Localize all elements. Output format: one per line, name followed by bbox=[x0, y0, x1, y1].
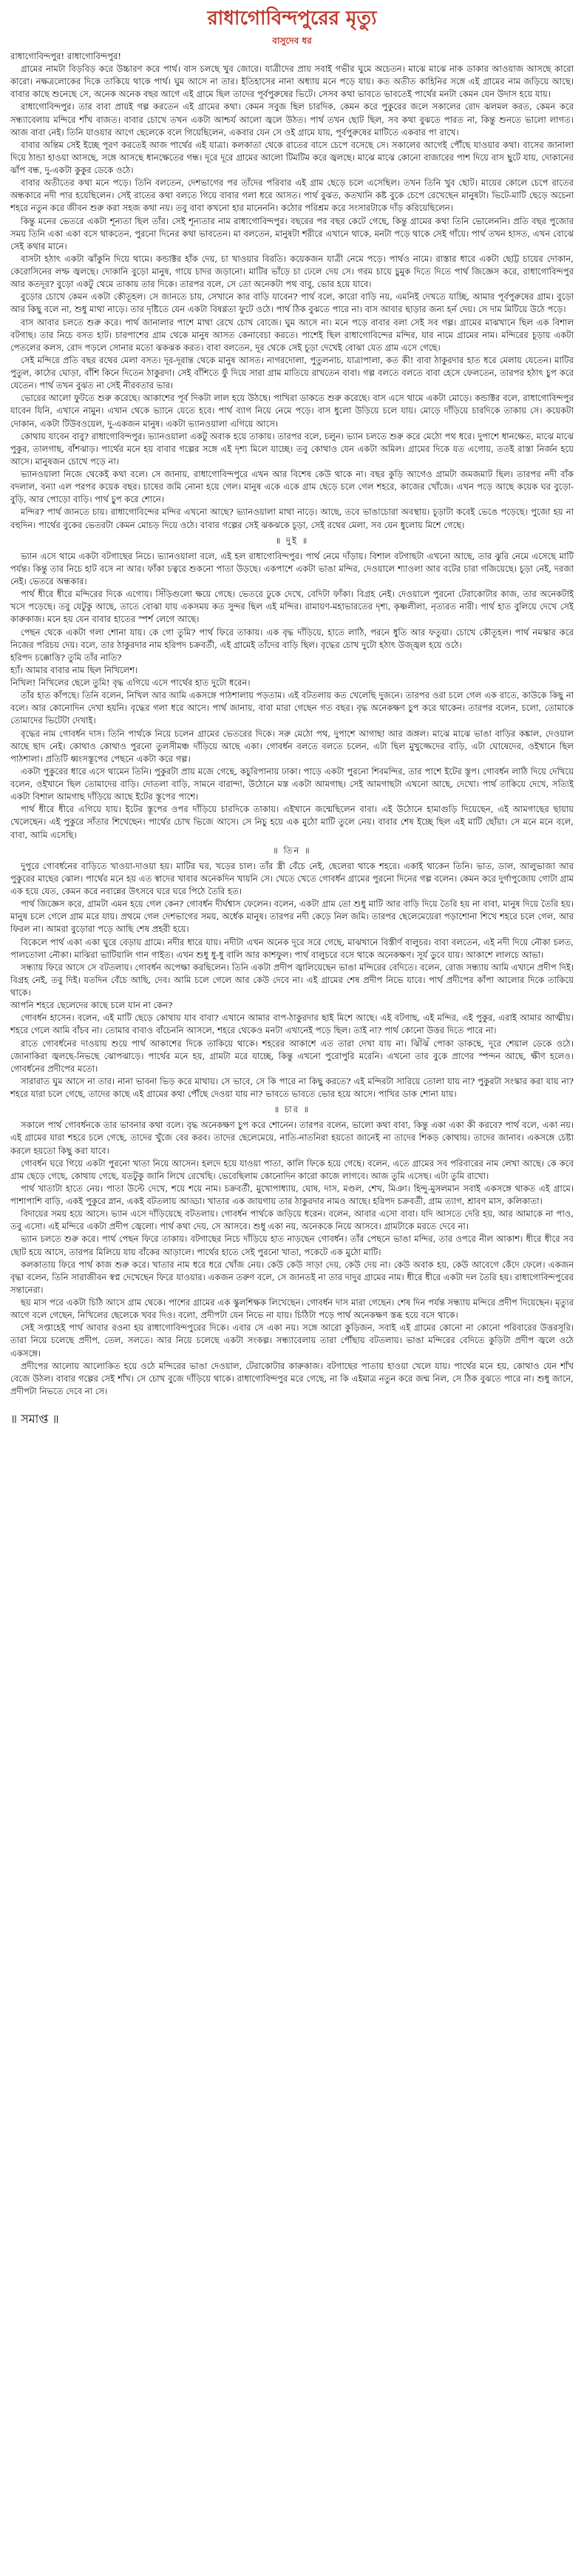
story-paragraph: প্রদীপের আলোয় আলোকিত হয়ে ওঠে মন্দিরের ভাঙা দেওয়াল, টেরাকোটার কারুকাজ। বটগাছের পাতায় হাওয়া খেলে যায়। পার্থের মনে হয়, কোথাও যেন শাঁখ বেজে উঠল। বাবার গল্পের সেই শাঁখ। সে চোখ বুজে দাঁড়িয়ে থাকে। রাধাগোবিন্দপুর মরে গেছে, না কি এইমাত্র নতুন করে জন্ম নিল, সে ঠিক বুঝতে পারে না। শুধু জানে, প্রদীপটা নিভতে দেবে না সে। bbox=[10, 1360, 574, 1396]
story-paragraph: পার্থ ধীরে ধীরে মন্দিরের দিকে এগোয়। সিঁড়িগুলো ক্ষয়ে গেছে। ভেতরে ঢুকে দেখে, বেদিটা ফাঁকা। বিগ্রহ নেই। দেওয়ালে পুরনো টেরাকোটার কাজ, তার অনেকটাই খসে পড়েছে। তবু যেটুকু আছে, তাতে বোঝা যায় একসময় কত সুন্দর ছিল এই মন্দির। রামায়ণ-মহাভারতের দৃশ্য, কৃষ্ণলীলা, নৃত্যরত নারী। পার্থ হাত বুলিয়ে দেখে সেই কারুকাজ। মনে হয় যেন বাবার হাতের স্পর্শ লেগে আছে। bbox=[10, 589, 574, 625]
section-separator: ॥ তিন ॥ bbox=[273, 845, 311, 856]
dialogue-line: নিখিল! নিখিলের ছেলে তুমি! বৃদ্ধ এগিয়ে এসে পার্থের হাত দুটো ধরেন। bbox=[10, 677, 251, 689]
story-paragraph: কিন্তু মনের ভেতরে একটা শূন্যতা ছিল তাঁর। সেই শূন্যতার নাম রাধাগোবিন্দপুর। বছরের পর বছর কেটে গেছে, কিন্তু গ্রামের কথা তিনি ভোলেননি। প্রতি বছর পুজোর সময় তিনি একা একা বসে থাকতেন, পুরনো দিনের কথা ভাবতেন। মা বলতেন, মানুষটা শরীরে এখানে থাকে, মনটা পড়ে থাকে সেই গাঁয়ে। পার্থ তখন হাসত, এখন বোঝে সেই কথার মানে। bbox=[10, 215, 574, 251]
story-end-mark: ॥ সমাপ্ত ॥ bbox=[10, 1412, 59, 1427]
story-author: বাসুদেব ধর bbox=[272, 36, 312, 47]
story-paragraph: ভ্যান চলতে শুরু করে। পার্থ পেছন ফিরে তাকায়। বটগাছের নিচে দাঁড়িয়ে হাত নাড়ছেন গোবর্ধন। তাঁর পেছনে ভাঙা মন্দির, তার ওপরে নীল আকাশ। ধীরে ধীরে সব ছোট হয়ে আসে, তারপর মিলিয়ে যায় বাঁকের আড়ালে। পার্থের হাতে সেই পুরনো খাতা, পকেটে এক মুঠো মাটি। bbox=[10, 1234, 574, 1257]
dialogue-line: হ্যাঁ। আমার বাবার নাম ছিল নিখিলেশ। bbox=[10, 664, 138, 675]
story-paragraph: কলকাতায় ফিরে পার্থ কাজ শুরু করে। খাতার নাম ধরে ধরে খোঁজ নেয়। কেউ কেউ সাড়া দেয়, কেউ দেয় না। কেউ অবাক হয়, কেউ আবেগে কেঁদে ফেলে। একজন বৃদ্ধা বলেন, তিনি সারাজীবন স্বপ্ন দেখেছেন ফিরে যাওয়ার। একজন তরুণ বলে, সে জানতই না তার দাদুর গ্রামের নাম। ধীরে ধীরে একটা দল তৈরি হয়। রাধাগোবিন্দপুরের সন্তানেরা। bbox=[10, 1259, 574, 1295]
story-paragraph: বৃদ্ধের নাম গোবর্ধন দাস। তিনি পার্থকে নিয়ে চলেন গ্রামের ভেতরের দিকে। সরু মেঠো পথ, দুপাশে আগাছা আর জঙ্গল। মাঝে মাঝে ভাঙা বাড়ির কঙ্কাল, দেওয়াল আছে ছাদ নেই। কোথাও কোথাও পুরনো তুলসীমঞ্চ দাঁড়িয়ে আছে একা। গোবর্ধন বলতে বলতে চলেন, এটা ছিল মুখুজ্জেদের বাড়ি, এটা ঘোষেদের, ওইখানে ছিল পাঠশালা। প্রতিটি ধ্বংসস্তূপের পেছনে একটা করে গল্প। bbox=[10, 728, 574, 764]
story-paragraph: গ্রামের নামটা বিড়বিড় করে উচ্চারণ করে পার্থ। বাস চলছে খুব জোরে। যাত্রীদের প্রায় সবাই গভীর ঘুমে অচেতন। মাঝে মাঝে নাক ডাকার আওয়াজ আসছে কারো কারো। নক্ষত্রলোকের দিকে তাকিয়ে থাকে পার্থ। ঘুম আসে না তার। ইতিহাসের নানা অধ্যায় মনে পড়ে যায়। কত অতীত কাহিনির সঙ্গে এই গ্রামের নাম জড়িয়ে আছে। বাবার কাছে শুনেছে সে, অনেক অনেক বছর আগে এই গ্রামে ছিল তাদের পূর্বপুরুষের ভিটে। সেসব কথা ভাবতে ভাবতেই পার্থের মনটা কেমন যেন উদাস হয়ে যায়। bbox=[10, 64, 574, 100]
story-paragraph: মন্দির? পার্থ জানতে চায়। রাধাগোবিন্দের মন্দির এখনো আছে? ভ্যানওয়ালা মাথা নাড়ে। আছে, তবে ভাঙাচোরা অবস্থায়। চূড়াটা কবেই ভেঙে পড়েছে। পুজো হয় না বহুদিন। পার্থের বুকের ভেতরটা কেমন মোচড় দিয়ে ওঠে। বাবার গল্পের সেই ঝকঝকে চূড়া, সেই রথের মেলা, সব যেন ধুলোয় মিশে গেছে। bbox=[10, 507, 574, 530]
story-paragraph: বিদায়ের সময় হয়ে আসে। ভ্যান এসে দাঁড়িয়েছে বটতলায়। গোবর্ধন পার্থকে জড়িয়ে ধরেন। বলেন, আবার এসো বাবা। যদি আসতে দেরি হয়, আর আমাকে না পাও, তবু এসো। এই মন্দিরে একটা প্রদীপ জ্বেলো। পার্থ কথা দেয়, সে আসবে। শুধু একা নয়, অনেককে নিয়ে আসবে। গ্রামটাকে মরতে দেবে না। bbox=[10, 1208, 574, 1232]
story-paragraph: রাধাগোবিন্দপুর। তার বাবা প্রায়ই গল্প করতেন এই গ্রামের কথা। কেমন সবুজ ছিল চারদিক, কেমন করে পুকুরের জলে সকালের রোদ ঝলমল করত, কেমন করে সন্ধ্যাবেলায় মন্দিরে শাঁখ বাজত। বাবার চোখে তখন একটা আশ্চর্য আলো জ্বলে উঠত। পার্থ তখন ছোট ছিল, সব কথা বুঝতে পারত না, কিন্তু শুনতে ভালো লাগত। আজ বাবা নেই। তিনি যাওয়ার আগে ছেলেকে বলে গিয়েছিলেন, একবার যেন সে ওই গ্রামে যায়, পূর্বপুরুষের মাটিতে একবার পা রাখে। bbox=[10, 101, 574, 138]
story-paragraph: পেছন থেকে একটা গলা শোনা যায়। কে গো তুমি? পার্থ ফিরে তাকায়। এক বৃদ্ধ দাঁড়িয়ে, হাতে লাঠি, পরনে ধুতি আর ফতুয়া। চোখে কৌতূহল। পার্থ নমস্কার করে নিজের পরিচয় দেয়। বলে, তার ঠাকুরদার নাম হরিপদ চক্রবর্তী, এই গ্রামেই তাঁদের বাড়ি ছিল। বৃদ্ধের চোখ দুটো হঠাৎ উজ্জ্বল হয়ে ওঠে। bbox=[10, 626, 574, 650]
story-paragraph: বাবার অন্তিম সেই ইচ্ছে পূরণ করতেই আজ পার্থের এই যাত্রা। কলকাতা থেকে রাতের বাসে চেপে বসেছে সে। সকালের আগেই পৌঁছে যাওয়ার কথা। বাসের জানালা দিয়ে ঠান্ডা হাওয়া আসছে, সঙ্গে আসছে ধানক্ষেতের গন্ধ। দূরে দূরে গ্রামের আলো টিমটিম করে জ্বলছে। মাঝে মাঝে কোনো বাজারের পাশ দিয়ে বাস ছুটে যায়, দোকানের ঝাঁপ বন্ধ, দু-একটা কুকুর ডেকে ওঠে। bbox=[10, 139, 574, 176]
story-paragraph: সারারাত ঘুম আসে না তার। নানা ভাবনা ভিড় করে মাথায়। সে ভাবে, সে কি পারে না কিছু করতে? এই মন্দিরটা সারিয়ে তোলা যায় না? পুকুরটা সংস্কার করা যায় না? শহরে যারা চলে গেছে, তাদের কাছে এই গ্রামের কথা পৌঁছে দেওয়া যায় না? ভাবতে ভাবতে ভোর হয়ে আসে। পাখির ডাক শোনা যায়। bbox=[10, 1075, 574, 1100]
story-paragraph: বুড়োর চোখে কেমন একটা কৌতূহল। সে জানতে চায়, সেখানে কার বাড়ি যাবেন? পার্থ বলে, কারো বাড়ি নয়, এমনিই দেখতে যাচ্ছি, আমার পূর্বপুরুষের গ্রাম। বুড়ো আর কিছু বলে না, শুধু মাথা নাড়ে। তার দৃষ্টিতে যেন একটা বিষণ্ণতা ফুটে ওঠে। পার্থ ঠিক বুঝতে পারে না। বাস আবার ছাড়ার জন্য হর্ন দেয়। সে দাম মিটিয়ে উঠে পড়ে। bbox=[10, 291, 574, 315]
story-paragraph: রাতে গোবর্ধনের দাওয়ায় শুয়ে পার্থ আকাশের দিকে তাকিয়ে থাকে। শহরের আকাশে এত তারা দেখা যায় না। ঝিঁঝিঁ পোকা ডাকছে, দূরে শেয়াল ডেকে ওঠে। জোনাকিরা জ্বলছে-নিভছে ঝোপঝাড়ে। পার্থের মনে হয়, গ্রামটা মরে যাচ্ছে, কিন্তু এখনো পুরোপুরি মরেনি। এখনো তার বুকে প্রাণের স্পন্দন আছে, ক্ষীণ হলেও। গোবর্ধনের প্রদীপের মতো। bbox=[10, 1038, 574, 1074]
story-paragraph: সেই সপ্তাহেই পার্থ আবার রওনা হয় রাধাগোবিন্দপুরের দিকে। এবার সে একা নয়। সঙ্গে আরো কুড়িজন, সবাই এই গ্রামের কোনো না কোনো পরিবারের উত্তরসূরি। তারা নিয়ে চলেছে প্রদীপ, তেল, সলতে। আর নিয়ে চলেছে একটা সংকল্প। সন্ধ্যাবেলায় তারা পৌঁছায় বটতলায়। ভাঙা মন্দিরের বেদিতে কুড়িটা প্রদীপ জ্বলে ওঠে একসঙ্গে। bbox=[10, 1322, 574, 1359]
story-paragraph: বাস আবার চলতে শুরু করে। পার্থ জানালার পাশে মাথা রেখে চোখ বোজে। ঘুম আসে না। মনে পড়ে বাবার বলা সেই সব গল্প। গ্রামের মাঝখানে ছিল এক বিশাল বটগাছ। তার নিচে বসত হাট। চারপাশের গ্রাম থেকে মানুষ আসত কেনাবেচা করতে। পাশেই ছিল রাধাগোবিন্দের মন্দির, যার নামে গ্রামের নাম। মন্দিরের চূড়ায় একটা পেতলের কলস, রোদ পড়লে সোনার মতো ঝকঝক করত। বাবা বলতেন, দূর থেকে সেই চূড়া দেখেই বোঝা যেত গ্রাম এসে গেছে। bbox=[10, 317, 574, 353]
dialogue-line: রাধাগোবিন্দপুর! রাধাগোবিন্দপুর! bbox=[10, 50, 122, 61]
story-paragraph: সন্ধ্যায় ফিরে আসে সে বটতলায়। গোবর্ধন অপেক্ষা করছিলেন। তিনি একটা প্রদীপ জ্বালিয়েছেন ভাঙা মন্দিরের বেদিতে। বলেন, রোজ সন্ধ্যায় আমি এখানে প্রদীপ দিই। বিগ্রহ নেই, তবু দিই। যতদিন বেঁচে আছি, দেব। আমি চলে গেলে আর কেউ দেবে না। এই গ্রামের শেষ প্রদীপ নিভে যাবে। পার্থ প্রদীপের কাঁপা আলোর দিকে তাকিয়ে থাকে। bbox=[10, 961, 574, 998]
story-paragraph: সকালে পার্থ গোবর্ধনকে তার ভাবনার কথা বলে। বৃদ্ধ অনেকক্ষণ চুপ করে শোনেন। তারপর বলেন, ভালো কথা বাবা, কিন্তু একা একা কী করবে? পার্থ বলে, একা নয়। এই গ্রামের যারা শহরে চলে গেছে, তাদের খুঁজে বের করব। তাদের ছেলেমেয়ে, নাতি-নাতনিরা হয়তো জানেই না তাদের শিকড় কোথায়। তাদের জানাব। একসঙ্গে চেষ্টা করলে হয়তো কিছু করা যাবে। bbox=[10, 1120, 574, 1156]
story-body bbox=[10, 50, 574, 1398]
story-paragraph: বাসটা হঠাৎ একটা ঝাঁকুনি দিয়ে থামে। কন্ডাক্টর হাঁক দেয়, চা খাওয়ার বিরতি। কয়েকজন যাত্রী নেমে পড়ে। পার্থও নামে। রাস্তার ধারে একটা ছোট্ট চায়ের দোকান, কেরোসিনের লম্ফ জ্বলছে। দোকানি বুড়ো মানুষ, গায়ে চাদর জড়ানো। মাটির ভাঁড়ে চা ঢেলে দেয় সে। গরম চায়ে চুমুক দিতে দিতে পার্থ জিজ্ঞেস করে, রাধাগোবিন্দপুর আর কতদূর? বুড়ো একটু থেমে তাকায় তার দিকে। তারপর বলে, সে তো অনেকটা পথ বাবু, ভোর হয়ে যাবে। bbox=[10, 253, 574, 290]
story-paragraph: পার্থ ধীরে ধীরে এগিয়ে যায়। ইটের স্তূপের ওপর দাঁড়িয়ে চারদিকে তাকায়। এইখানে জন্মেছিলেন বাবা। এই উঠোনে হামাগুড়ি দিয়েছেন, এই আমগাছের ছায়ায় খেলেছেন। এই পুকুরে সাঁতার শিখেছেন। পার্থের চোখ ভিজে আসে। সে নিচু হয়ে এক মুঠো মাটি তুলে নেয়। বাবার শেষ ইচ্ছে ছিল এই মাটি ছোঁয়া। সে মনে মনে বলে, বাবা, আমি এসেছি। bbox=[10, 804, 574, 840]
section-separator: ॥ দুই ॥ bbox=[275, 535, 309, 546]
story-paragraph: তাঁর হাত কাঁপছে। তিনি বলেন, নিখিল আর আমি একসঙ্গে পাঠশালায় পড়তাম। এই বটতলায় কত খেলেছি দুজনে। তারপর ওরা চলে গেল এক রাতে, কাউকে কিছু না বলে। আর কোনোদিন দেখা হয়নি। বৃদ্ধের গলা ধরে আসে। পার্থ জানায়, বাবা মারা গেছেন গত বছর। বৃদ্ধ অনেকক্ষণ চুপ করে থাকেন। তারপর বলেন, চলো, তোমাকে তোমাদের ভিটেটা দেখাই। bbox=[10, 690, 574, 726]
story-paragraph: ভ্যানওয়ালা নিজে থেকেই কথা বলে। সে জানায়, রাধাগোবিন্দপুরে এখন আর বিশেষ কেউ থাকে না। বছর কুড়ি আগেও গ্রামটা জমজমাট ছিল। তারপর নদী বাঁক বদলাল, বন্যা এল পরপর কয়েক বছর। চাষের জমি নোনা হয়ে গেল। মানুষ একে একে গ্রাম ছেড়ে চলে গেল শহরে, কাজের খোঁজে। এখন পড়ে আছে কয়েক ঘর বুড়ো-বুড়ি, আর পোড়ো বাড়ি। পার্থ চুপ করে শোনে। bbox=[10, 469, 574, 505]
story-paragraph: পার্থ জিজ্ঞেস করে, গ্রামটা এমন হয়ে গেল কেন? গোবর্ধন দীর্ঘশ্বাস ফেলেন। বলেন, একটা গ্রাম তো শুধু মাটি আর বাড়ি দিয়ে তৈরি হয় না বাবা, মানুষ দিয়ে তৈরি হয়। মানুষ চলে গেলে গ্রাম মরে যায়। প্রথমে গেল দেশভাগের সময়, অর্ধেক মানুষ। তারপর নদী কেড়ে নিল জমি। তারপর ছেলেমেয়েরা পড়াশোনা শিখে শহরে চলে গেল, আর ফিরল না। আমরা বুড়োরা পড়ে আছি শেষ প্রহরী হয়ে। bbox=[10, 899, 574, 935]
story-paragraph: গোবর্ধন হাসেন। বলেন, এই মাটি ছেড়ে কোথায় যাব বাবা? এখানে আমার বাপ-ঠাকুরদার ছাই মিশে আছে। এই বটগাছ, এই মন্দির, এই পুকুর, এরাই আমার আত্মীয়। শহরে গেলে আমি বাঁচব না। তোমার বাবাও বাঁচেননি আসলে, শহরে থেকেও মনটা এখানেই পড়ে ছিল। তাই না? পার্থ কোনো উত্তর দিতে পারে না। bbox=[10, 1013, 574, 1036]
story-paragraph: গোবর্ধন ঘরে গিয়ে একটা পুরনো খাতা নিয়ে আসেন। হলদে হয়ে যাওয়া পাতা, কালি ফিকে হয়ে গেছে। বলেন, এতে গ্রামের সব পরিবারের নাম লেখা আছে। কে কবে গ্রাম ছেড়ে গেছে, কোথায় গেছে, যতটুকু জানি লিখে রেখেছি। ভেবেছিলাম কোনোদিন কারো কাজে লাগবে। আজ তুমি এসেছ। এটা তুমি রাখো। bbox=[10, 1157, 574, 1181]
story-paragraph: ভোরের আলো ফুটতে শুরু করেছে। আকাশের পূর্ব দিকটা লাল হয়ে উঠছে। পাখিরা ডাকতে শুরু করেছে। বাস এসে থামে একটা মোড়ে। কন্ডাক্টর বলে, রাধাগোবিন্দপুর যাবেন যিনি, এখানে নামুন। এখান থেকে ভ্যানে যেতে হবে। পার্থ ব্যাগ নিয়ে নেমে পড়ে। বাস ধুলো উড়িয়ে চলে যায়। মোড়ে দাঁড়িয়ে চারদিকে তাকায় সে। কয়েকটা দোকান, একটা টিউবওয়েল, দু-একজন মানুষ। একটা ভ্যানওয়ালা এগিয়ে আসে। bbox=[10, 393, 574, 429]
story-paragraph: বাবার অতীতের কথা মনে পড়ে। তিনি বলতেন, দেশভাগের পর তাঁদের পরিবার এই গ্রাম ছেড়ে চলে এসেছিল। তখন তিনি খুব ছোট। মায়ের কোলে চেপে রাতের অন্ধকারে নদী পার হয়েছিলেন। সেই রাতের কথা বলতে গিয়ে বাবার গলা ধরে আসত। পার্থ বুঝত, কতখানি কষ্ট বুকে চেপে রেখেছেন মানুষটা। ভিটে-মাটি ছেড়ে অচেনা শহরে নতুন করে জীবন শুরু করা সহজ কথা নয়। তবু বাবা কখনো হার মানেননি। কঠোর পরিশ্রম করে সংসারটাকে দাঁড় করিয়েছিলেন। bbox=[10, 178, 574, 214]
section-separator: ॥ চার ॥ bbox=[274, 1104, 310, 1115]
story-paragraph: পার্থ খাতাটা হাতে নেয়। পাতা উল্টে দেখে, শয়ে শয়ে নাম। চক্রবর্তী, মুখোপাধ্যায়, ঘোষ, দাস, মণ্ডল, শেখ, মিঞা। হিন্দু-মুসলমান সবাই একসঙ্গে থাকত এই গ্রামে। পাশাপাশি বাড়ি, একই পুকুরে স্নান, একই বটতলায় আড্ডা। খাতার এক জায়গায় তার ঠাকুরদার নামও আছে। হরিপদ চক্রবর্তী, গ্রাম ত্যাগ, শ্রাবণ মাস, কলিকাতা। bbox=[10, 1183, 574, 1207]
dialogue-line: হরিপদ চক্কোত্তি? তুমি তাঁর নাতি? bbox=[10, 652, 122, 663]
story-title: রাধাগোবিন্দপুরের মৃত্যু bbox=[207, 7, 377, 30]
story-paragraph: একটা পুকুরের ধারে এসে থামেন তিনি। পুকুরটা প্রায় মজে গেছে, কচুরিপানায় ঢাকা। পাড়ে একটা পুরনো শিবমন্দির, তার পাশে ইটের স্তূপ। গোবর্ধন লাঠি দিয়ে দেখিয়ে বলেন, ওইখানে ছিল তোমাদের বাড়ি। দোতলা বাড়ি, সামনে বারান্দা, উঠোনে মস্ত একটা আমগাছ। সেই আমগাছটা এখনো আছে, দেখো। পার্থ তাকিয়ে দেখে, সত্যিই একটা বিশাল আমগাছ দাঁড়িয়ে আছে ইটের স্তূপের পাশে। bbox=[10, 765, 574, 802]
dialogue-line: আপনি শহরে ছেলেদের কাছে চলে যান না কেন? bbox=[10, 1000, 173, 1011]
story-paragraph: দুপুরে গোবর্ধনের বাড়িতে খাওয়া-দাওয়া হয়। মাটির ঘর, খড়ের চাল। তাঁর স্ত্রী বেঁচে নেই, ছেলেরা থাকে শহরে। একাই থাকেন তিনি। ভাত, ডাল, আলুভাজা আর পুকুরের মাছের ঝোল। পার্থের মনে হয় এত স্বাদের খাবার অনেকদিন খায়নি সে। খেতে খেতে গোবর্ধন গ্রামের পুরনো দিনের গল্প বলেন। কেমন করে দুর্গাপুজোয় গোটা গ্রাম এক হয়ে যেত, কেমন করে নবান্নের উৎসবে ঘরে ঘরে পিঠে তৈরি হত। bbox=[10, 860, 574, 897]
story-paragraph: ভ্যান এসে থামে একটা বটগাছের নিচে। ভ্যানওয়ালা বলে, এই হল রাধাগোবিন্দপুর। পার্থ নেমে দাঁড়ায়। বিশাল বটগাছটা এখনো আছে, তার ঝুরি নেমে এসেছে মাটি পর্যন্ত। কিন্তু তার নিচে হাট বসে না আর। ফাঁকা চত্বরে শুকনো পাতা উড়ছে। একপাশে একটা ভাঙা মন্দির, দেওয়ালে শ্যাওলা আর বটের চারা গজিয়েছে। চূড়া নেই, দরজা নেই। ভেতরে অন্ধকার। bbox=[10, 550, 574, 587]
story-paragraph: কোথায় যাবেন বাবু? রাধাগোবিন্দপুর। ভ্যানওয়ালা একটু অবাক হয়ে তাকায়। তারপর বলে, চলুন। ভ্যান চলতে শুরু করে মেঠো পথ ধরে। দুপাশে ধানক্ষেত, মাঝে মাঝে পুকুর, তালগাছ, বাঁশঝাড়। পার্থের মনে হয় বাবার গল্পের সঙ্গে এই দৃশ্য মিলে যাচ্ছে। তবু কোথাও যেন একটা অমিল। গ্রামের দিকে যত এগোয়, ততই রাস্তা নির্জন হয়ে আসে। মানুষজন চোখে পড়ে না। bbox=[10, 430, 574, 467]
story-paragraph: ছয় মাস পরে একটা চিঠি আসে গ্রাম থেকে। পাশের গ্রামের এক স্কুলশিক্ষক লিখেছেন। গোবর্ধন দাস মারা গেছেন। শেষ দিন পর্যন্ত সন্ধ্যায় মন্দিরে প্রদীপ দিয়েছেন। মৃত্যুর আগে বলে গেছেন, নিখিলের ছেলেকে খবর দিও। বলো, প্রদীপটা যেন নিভে না যায়। চিঠিটা পড়ে পার্থ অনেকক্ষণ স্তব্ধ হয়ে বসে থাকে। bbox=[10, 1297, 574, 1321]
story-paragraph: সেই মন্দিরে প্রতি বছর রথের মেলা বসত। দূর-দূরান্ত থেকে মানুষ আসত। নাগরদোলা, পুতুলনাচ, যাত্রাপালা, কত কী! বাবা ঠাকুরদার হাত ধরে মেলায় যেতেন। মাটির পুতুল, কাঠের ঘোড়া, বাঁশি কিনে দিতেন ঠাকুরদা। সেই বাঁশিতে ফুঁ দিয়ে সারা গ্রাম মাতিয়ে রাখতেন বাবা। গল্প বলতে বলতে বাবা হেসে ফেলতেন, তারপর হঠাৎ চুপ করে যেতেন। পার্থ তখন বুঝত না সেই নীরবতার ভার। bbox=[10, 354, 574, 391]
story-paragraph: বিকেলে পার্থ একা একা ঘুরে বেড়ায় গ্রামে। নদীর ধারে যায়। নদীটা এখন অনেক দূরে সরে গেছে, মাঝখানে বিস্তীর্ণ বালুচর। বাবা বলতেন, এই নদী দিয়ে নৌকা চলত, পালতোলা নৌকা। মাঝিরা ভাটিয়ালি গান গাইত। এখন শুধু ধু-ধু বালি আর কাশফুল। পার্থ বালুচরে বসে থাকে অনেকক্ষণ। সূর্য ডুবে যায়। আকাশে লালচে আভা। bbox=[10, 936, 574, 960]
